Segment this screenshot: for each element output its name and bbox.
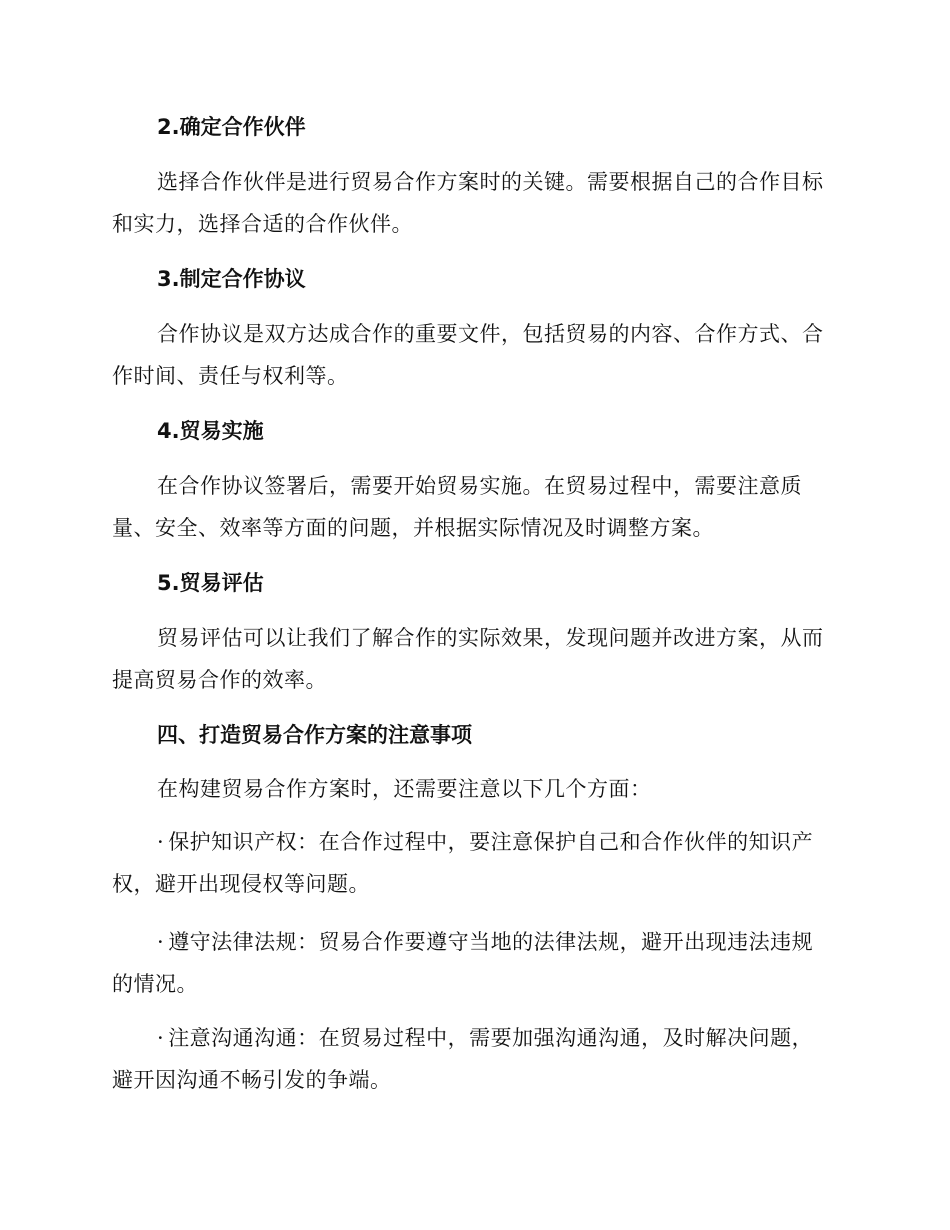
section-heading-agreement: 3.制定合作协议 — [157, 267, 306, 291]
part4-intro: 在构建贸易合作方案时，还需要注意以下几个方面： — [157, 777, 652, 801]
bullet-text-law: 遵守法律法规：贸易合作要遵守当地的法律法规，避开出现违法违规的情况。 — [112, 930, 814, 996]
section-body-agreement: 合作协议是双方达成合作的重要文件，包括贸易的内容、合作方式、合作时间、责任与权利等。 — [112, 322, 824, 388]
section-heading-partner: 2.确定合作伙伴 — [157, 115, 306, 139]
section-body-partner: 选择合作伙伴是进行贸易合作方案时的关键。需要根据自己的合作目标和实力，选择合适的合作伙伴。 — [112, 170, 824, 236]
bullet-text-ip: 保护知识产权：在合作过程中，要注意保护自己和合作伙伴的知识产权，避开出现侵权等问题。 — [112, 830, 814, 896]
bullet-item — [112, 821, 832, 905]
bullet-item — [112, 1017, 832, 1101]
section-body-implementation: 在合作协议签署后，需要开始贸易实施。在贸易过程中，需要注意质量、安全、效率等方面的问题，并根据实际情况及时调整方案。 — [112, 474, 802, 540]
section-body-evaluation: 贸易评估可以让我们了解合作的实际效果，发现问题并改进方案，从而提高贸易合作的效率。 — [112, 626, 824, 692]
section-heading-evaluation: 5.贸易评估 — [157, 571, 264, 595]
part4-heading: 四、打造贸易合作方案的注意事项 — [157, 723, 472, 747]
bullet-dot-icon: · — [157, 930, 165, 954]
section-heading-implementation: 4.贸易实施 — [157, 419, 264, 443]
bullet-item — [112, 921, 832, 1005]
bullet-dot-icon: · — [157, 1026, 165, 1050]
bullet-text-communication: 注意沟通沟通：在贸易过程中，需要加强沟通沟通，及时解决问题，避开因沟通不畅引发的争端。 — [112, 1026, 814, 1092]
bullet-dot-icon: · — [157, 830, 165, 854]
